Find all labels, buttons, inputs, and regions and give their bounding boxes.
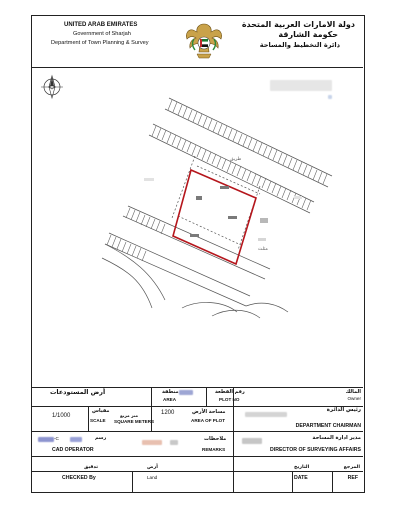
table-row-4-divider xyxy=(32,471,363,472)
plot-no-redaction xyxy=(179,390,193,395)
square-meters-en: SQUARE METERS xyxy=(114,419,155,424)
table-vdiv-c xyxy=(88,406,89,431)
plot-no-label-en: PLOT NO xyxy=(219,397,240,402)
area-label-ar: منطقة xyxy=(162,389,179,395)
cad-operator-redaction-2 xyxy=(70,437,82,442)
chairman-signature-redaction xyxy=(245,412,287,417)
date-label-en: DATE xyxy=(294,475,308,481)
area-of-plot-label-ar: مساحة الأرض xyxy=(192,409,226,415)
table-vdiv-f xyxy=(292,471,293,492)
table-row-2-divider xyxy=(32,431,363,432)
table-vdiv-b xyxy=(206,387,207,406)
table-vdiv-main xyxy=(233,387,234,492)
ref-label-ar: المرجع xyxy=(343,465,360,470)
checked-label-ar: تدقيق xyxy=(84,465,98,470)
checked-label-en: CHECKED By xyxy=(62,475,96,481)
department-ar: دائرة التخطيط والمساحة xyxy=(259,41,340,49)
owner-label-ar: المالك xyxy=(345,389,361,395)
area-value: أرض المستودعات xyxy=(50,388,106,396)
date-label-ar: التاريخ xyxy=(294,465,310,470)
cad-operator-redaction xyxy=(38,437,54,442)
corner-label: مثلث xyxy=(258,247,268,252)
chairman-label-en: DEPARTMENT CHAIRMAN xyxy=(295,423,361,429)
scale-label-en: SCALE xyxy=(90,418,106,423)
table-vdiv-g xyxy=(332,471,333,492)
area-of-plot-label-en: AREA OF PLOT xyxy=(191,418,226,423)
square-meters-ar: متر مربع xyxy=(120,413,138,418)
owner-label-en: Owner xyxy=(347,396,361,401)
director-label-en: DIRECTOR OF SURVEYING AFFAIRS xyxy=(270,447,361,453)
plot-plan-drawing xyxy=(32,68,363,386)
remarks-redaction-2 xyxy=(170,440,178,445)
ref-label-en: REF xyxy=(347,475,358,481)
table-vdiv-a xyxy=(151,387,152,406)
government-ar: حكومة الشارقة xyxy=(278,30,338,39)
chairman-label-ar: رئيس الدائرة xyxy=(326,407,361,413)
country-en: UNITED ARAB EMIRATES xyxy=(64,22,138,28)
cad-label-en: CAD OPERATOR xyxy=(52,447,94,453)
remarks-label-en: REMARKS xyxy=(202,447,226,452)
road-label: طريق xyxy=(230,157,242,162)
country-ar: دولة الامارات العربية المتحدة xyxy=(241,20,355,29)
document-sheet: UNITED ARAB EMIRATES Government of Sharjah Department of Town Planning & Survey دولة الامارات العربية المتحدة حكومة الشارقة دائرة التخطيط والمساحة طريق مثلث أرض المستودعات منطقة AREA رقم القطعة PLOT NO المالك Owner 1/1000 مقياس SCALE متر مربع SQUARE METERS 1200 مساحة الأرض AREA OF PLOT رئيس الدائرة DEPARTMENT CHAIRMAN -C رسم CAD OPERATOR ملاحظات REMARKS مدير ادارة المساحة DIRECTOR OF SURVEYING AFFAIRS تدقيق CHECKED By أرض Land التاريخ DATE المرجع REF xyxy=(31,15,365,493)
land-label-en: Land xyxy=(147,475,158,480)
government-en: Government of Sharjah xyxy=(73,31,131,37)
scale-value: 1/1000 xyxy=(52,413,71,419)
table-row-1-divider xyxy=(32,406,363,407)
scale-label-ar: مقياس xyxy=(92,408,110,414)
uae-emblem-icon xyxy=(183,22,225,62)
area-label-en: AREA xyxy=(163,397,177,402)
remarks-label-ar: ملاحظات xyxy=(204,436,227,442)
director-signature-redaction xyxy=(242,438,262,444)
table-row-3-divider xyxy=(32,456,363,457)
remarks-redaction xyxy=(142,440,162,445)
department-en: Department of Town Planning & Survey xyxy=(51,40,149,46)
land-label-ar: أرض xyxy=(147,465,158,470)
cad-label-ar: رسم xyxy=(95,436,107,441)
table-vdiv-e xyxy=(132,471,133,492)
area-of-plot-value: 1200 xyxy=(161,410,175,416)
plot-no-label-ar: رقم القطعة xyxy=(215,389,245,395)
director-label-ar: مدير ادارة المساحة xyxy=(312,435,361,441)
